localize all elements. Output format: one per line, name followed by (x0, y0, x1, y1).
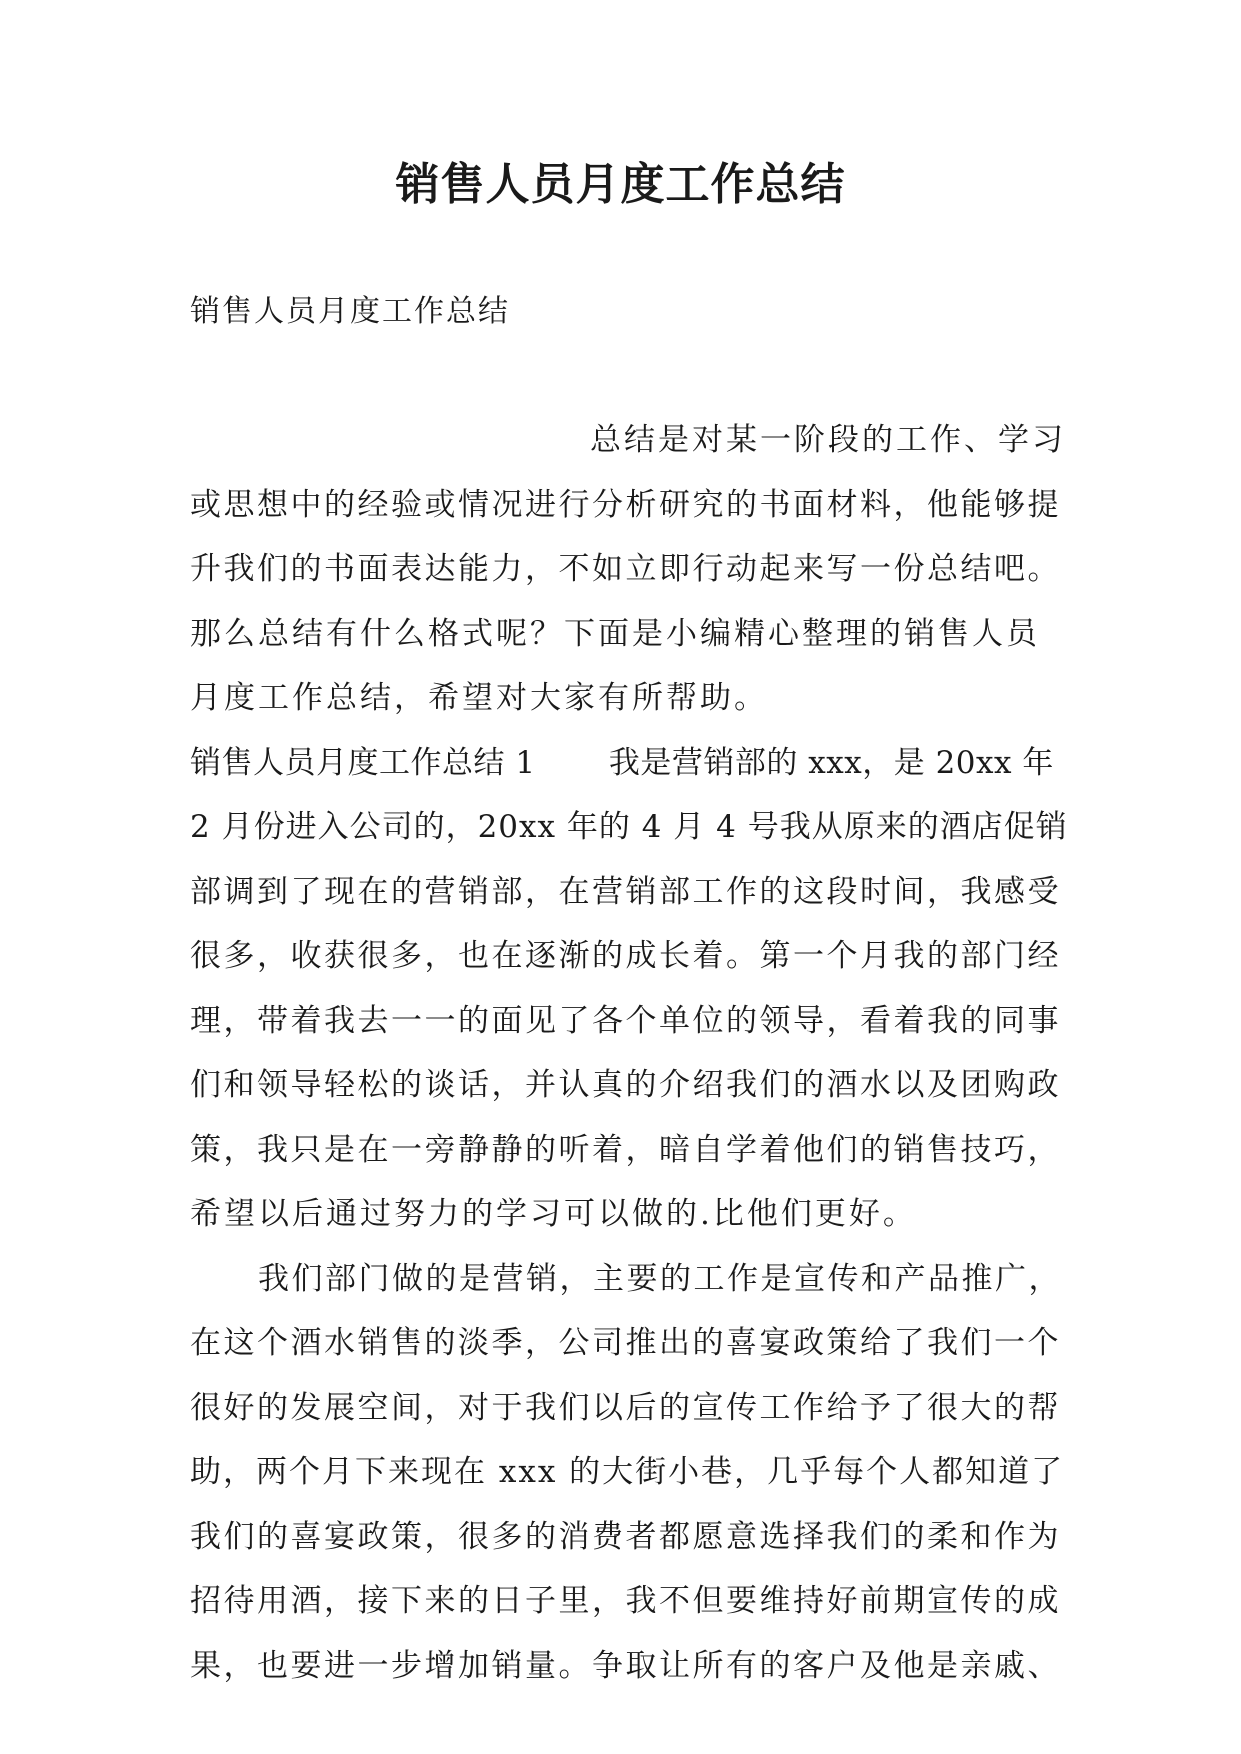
body-line: 希望以后通过努力的学习可以做的.比他们更好。 (190, 1196, 917, 1232)
body-line: 果，也要进一步增加销量。争取让所有的客户及他是亲戚、 (190, 1647, 1061, 1684)
body-line: 招待用酒，接下来的日子里，我不但要维持好前期宣传的成 (190, 1583, 1061, 1619)
body-line: 我们的喜宴政策，很多的消费者都愿意选择我们的柔和作为 (190, 1518, 1061, 1555)
document-body (190, 408, 1070, 1698)
body-line: 助，两个月下来现在 xxx 的大街小巷，几乎每个人都知道了 (190, 1454, 1065, 1490)
document-subtitle: 销售人员月度工作总结 (190, 294, 510, 329)
body-line: 很多，收获很多，也在逐渐的成长着。第一个月我的部门经 (190, 938, 1061, 974)
body-line: 们和领导轻松的谈话，并认真的介绍我们的酒水以及团购政 (190, 1067, 1061, 1103)
body-line: 很好的发展空间，对于我们以后的宣传工作给予了很大的帮 (190, 1389, 1061, 1426)
document-title: 销售人员月度工作总结 (395, 159, 846, 210)
body-line: 总结是对某一阶段的工作、学习 (590, 422, 1066, 458)
body-line: 在这个酒水销售的淡季，公司推出的喜宴政策给了我们一个 (190, 1325, 1061, 1361)
body-line: 部调到了现在的营销部，在营销部工作的这段时间，我感受 (190, 873, 1061, 910)
body-line: 销售人员月度工作总结 1 我是营销部的 xxx，是 20xx 年 (190, 744, 1054, 781)
body-line: 我们部门做的是营销，主要的工作是宣传和产品推广， (258, 1260, 1062, 1297)
body-line: 升我们的书面表达能力，不如立即行动起来写一份总结吧。 (190, 551, 1061, 587)
body-line: 2 月份进入公司的，20xx 年的 4 月 4 号我从原来的酒店促销 (190, 809, 1068, 845)
body-line: 理，带着我去一一的面见了各个单位的领导，看着我的同事 (190, 1002, 1061, 1039)
body-line: 那么总结有什么格式呢？下面是小编精心整理的销售人员 (190, 615, 1040, 652)
body-line: 策，我只是在一旁静静的听着，暗自学着他们的销售技巧， (190, 1131, 1061, 1168)
body-line: 或思想中的经验或情况进行分析研究的书面材料，他能够提 (190, 486, 1061, 523)
body-line: 月度工作总结，希望对大家有所帮助。 (190, 680, 768, 716)
